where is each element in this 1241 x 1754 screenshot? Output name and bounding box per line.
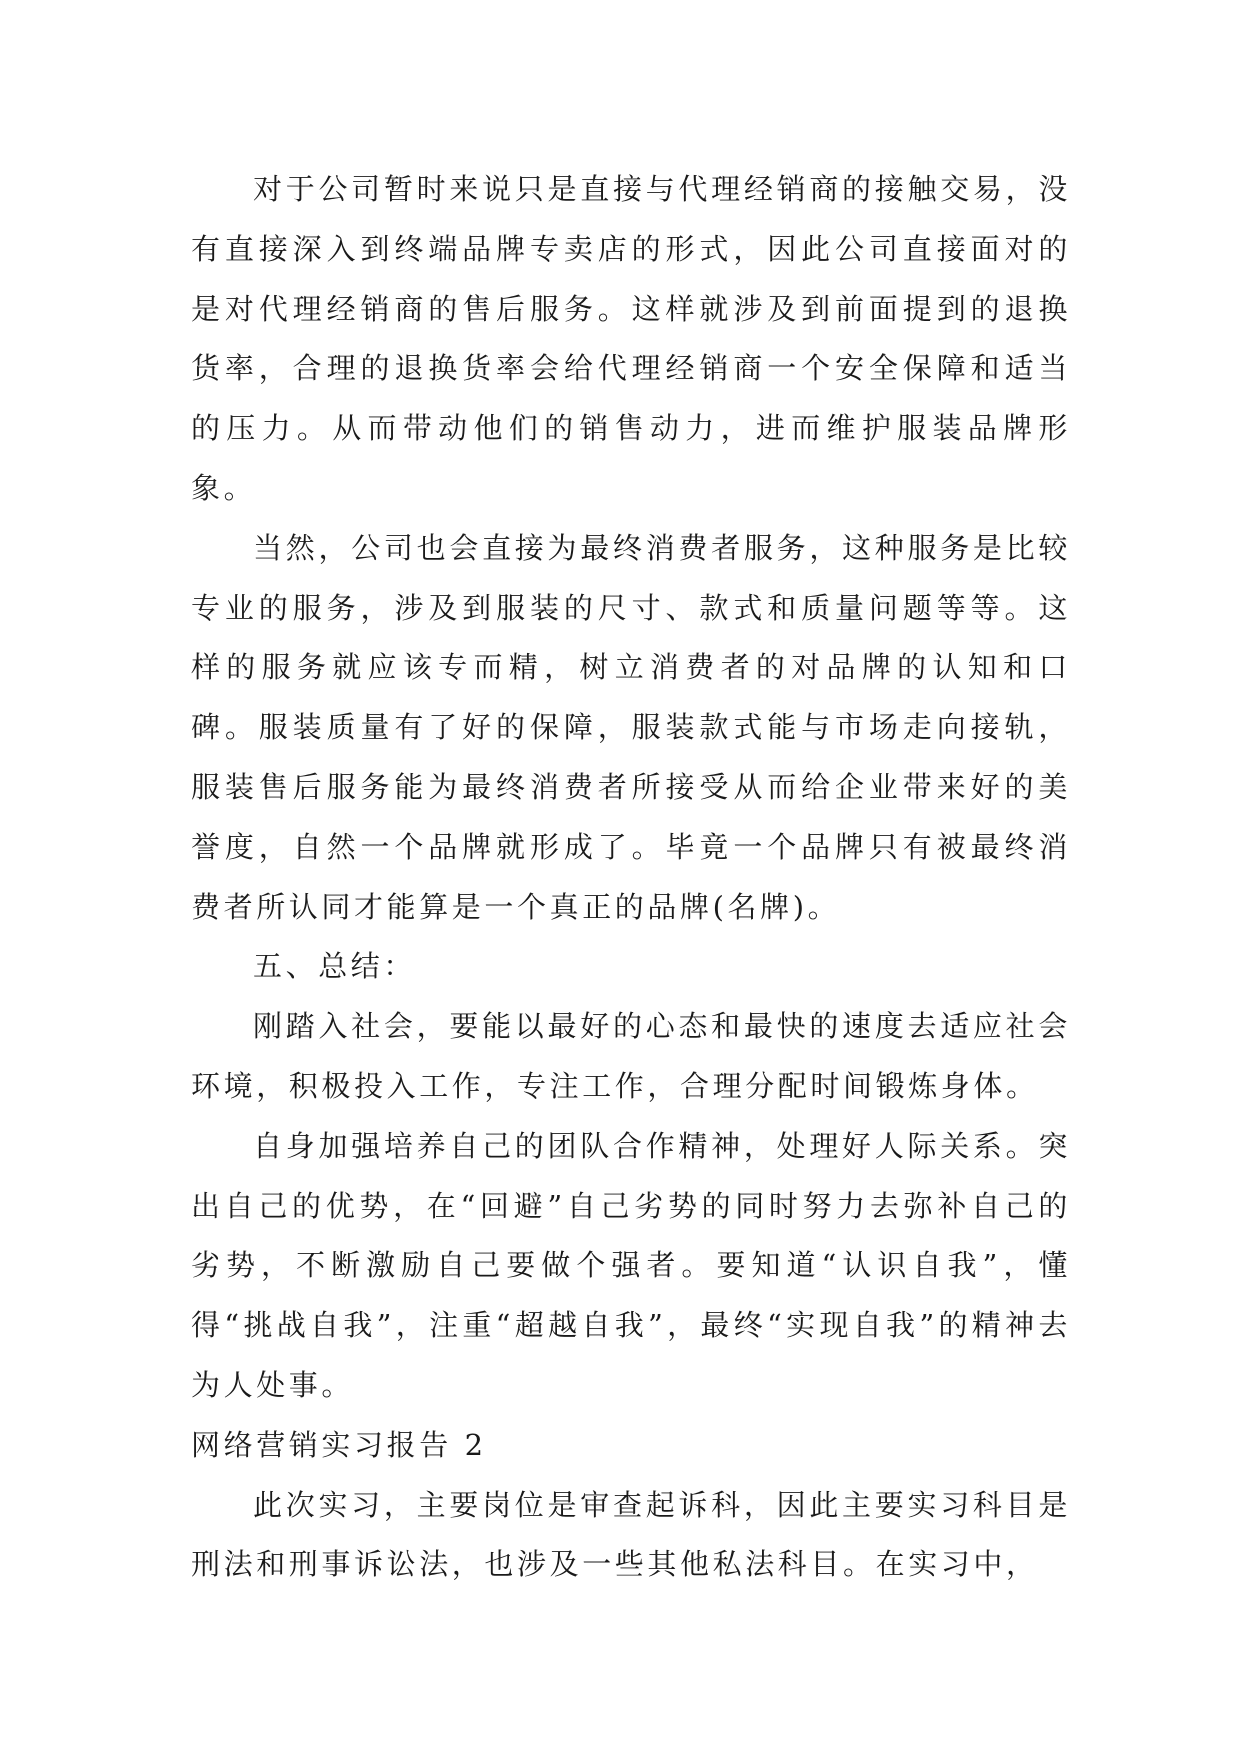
report-title: 网络营销实习报告 2 [191,1427,487,1462]
paragraph-summary-attitude: 刚踏入社会，要能以最好的心态和最快的速度去适应社会环境，积极投入工作，专注工作，合理分配时间锻炼身体。 [191,1009,1071,1103]
paragraph-consumer-service: 当然，公司也会直接为最终消费者服务，这种服务是比较专业的服务，涉及到服装的尺寸、款式和质量问题等等。这样的服务就应该专而精，树立消费者的对品牌的认知和口碑。服装质量有了好的保障，服装款式能与市场走向接轨，服装售后服务能为最终消费者所接受从而给企业带来好的美誉度，自然一个品牌就形成了。毕竟一个品牌只有被最终消费者所认同才能算是一个真正的品牌(名牌)。 [191,530,1071,924]
document-body [191,160,1071,1595]
paragraph-internship-intro: 此次实习，主要岗位是审查起诉科，因此主要实习科目是刑法和刑事诉讼法，也涉及一些其他私法科目。在实习中， [191,1487,1071,1582]
paragraph-after-sales-dealers: 对于公司暂时来说只是直接与代理经销商的接触交易，没有直接深入到终端品牌专卖店的形式，因此公司直接面对的是对代理经销商的售后服务。这样就涉及到前面提到的退换货率，合理的退换货率会给代理经销商一个安全保障和适当的压力。从而带动他们的销售动力，进而维护服装品牌形象。 [191,172,1071,505]
paragraph-summary-teamwork: 自身加强培养自己的团队合作精神，处理好人际关系。突出自己的优势，在“回避”自己劣势的同时努力去弥补自己的劣势，不断激励自己要做个强者。要知道“认识自我”，懂得“挑战自我”，注重“超越自我”，最终“实现自我”的精神去为人处事。 [191,1128,1071,1402]
section-heading-summary: 五、总结： [253,949,417,984]
